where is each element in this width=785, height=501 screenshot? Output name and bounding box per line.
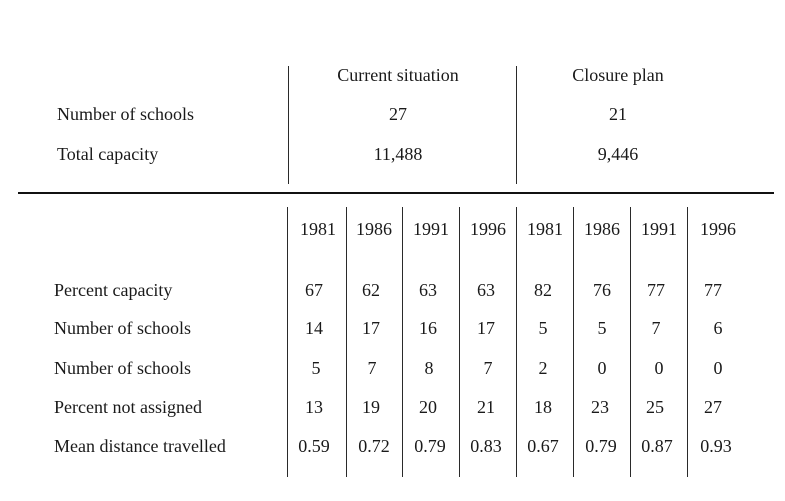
table-cell: 76: [593, 280, 611, 300]
table-cell: 77: [704, 280, 722, 300]
table-cell: 16: [419, 318, 437, 338]
closure-total-capacity: 9,446: [597, 144, 639, 164]
table-cell: 0.67: [527, 436, 559, 456]
table-cell: 23: [591, 397, 609, 417]
col-divider: [402, 207, 403, 477]
current-number-of-schools: 27: [389, 104, 407, 124]
year-header: 1986: [356, 219, 392, 239]
year-header: 1996: [700, 219, 736, 239]
table-cell: 5: [311, 358, 321, 378]
table-cell: 20: [419, 397, 437, 417]
table-cell: 0: [654, 358, 664, 378]
table-cell: 21: [477, 397, 495, 417]
col-divider: [573, 207, 574, 477]
group-title-current: Current situation: [337, 65, 459, 85]
summary-label-capacity: Total capacity: [57, 144, 159, 164]
row-label: Percent not assigned: [54, 397, 202, 417]
table-cell: 25: [646, 397, 664, 417]
table-cell: 5: [597, 318, 607, 338]
row-label: Percent capacity: [54, 280, 173, 300]
year-header: 1996: [470, 219, 506, 239]
section-rule: [18, 192, 774, 194]
col-divider: [287, 207, 288, 477]
col-divider: [459, 207, 460, 477]
year-header: 1981: [300, 219, 336, 239]
table-cell: 13: [305, 397, 323, 417]
year-header: 1986: [584, 219, 620, 239]
table-cell: 82: [534, 280, 552, 300]
table-cell: 0: [597, 358, 607, 378]
table-cell: 0.72: [358, 436, 390, 456]
row-label: Number of schools: [54, 358, 191, 378]
table-cell: 18: [534, 397, 552, 417]
col-divider: [630, 207, 631, 477]
table-cell: 2: [538, 358, 548, 378]
row-label: Mean distance travelled: [54, 436, 226, 456]
header-divider-middle: [516, 66, 517, 184]
table-cell: 77: [647, 280, 665, 300]
year-header: 1981: [527, 219, 563, 239]
table-cell: 17: [362, 318, 380, 338]
table-cell: 0.79: [585, 436, 617, 456]
closure-number-of-schools: 21: [609, 104, 627, 124]
group-title-closure: Closure plan: [572, 65, 664, 85]
table-cell: 63: [477, 280, 495, 300]
current-total-capacity: 11,488: [373, 144, 423, 164]
table-cell: 6: [713, 318, 723, 338]
table-cell: 67: [305, 280, 323, 300]
col-divider: [516, 207, 517, 477]
table-cell: 0.87: [641, 436, 673, 456]
table-cell: 14: [305, 318, 323, 338]
table-cell: 7: [483, 358, 493, 378]
table-cell: 0: [713, 358, 723, 378]
table-cell: 7: [367, 358, 377, 378]
table-cell: 27: [704, 397, 722, 417]
table-cell: 19: [362, 397, 380, 417]
table-cell: 62: [362, 280, 380, 300]
table-cell: 0.83: [470, 436, 502, 456]
table-cell: 0.93: [700, 436, 732, 456]
table-cell: 0.59: [298, 436, 330, 456]
col-divider: [687, 207, 688, 477]
summary-label-schools: Number of schools: [57, 104, 194, 124]
year-header: 1991: [413, 219, 449, 239]
table-cell: 0.79: [414, 436, 446, 456]
table-cell: 8: [424, 358, 434, 378]
header-divider-left: [288, 66, 289, 184]
col-divider: [346, 207, 347, 477]
year-header: 1991: [641, 219, 677, 239]
table-cell: 5: [538, 318, 548, 338]
table-cell: 63: [419, 280, 437, 300]
row-label: Number of schools: [54, 318, 191, 338]
table-cell: 17: [477, 318, 495, 338]
table-cell: 7: [651, 318, 661, 338]
